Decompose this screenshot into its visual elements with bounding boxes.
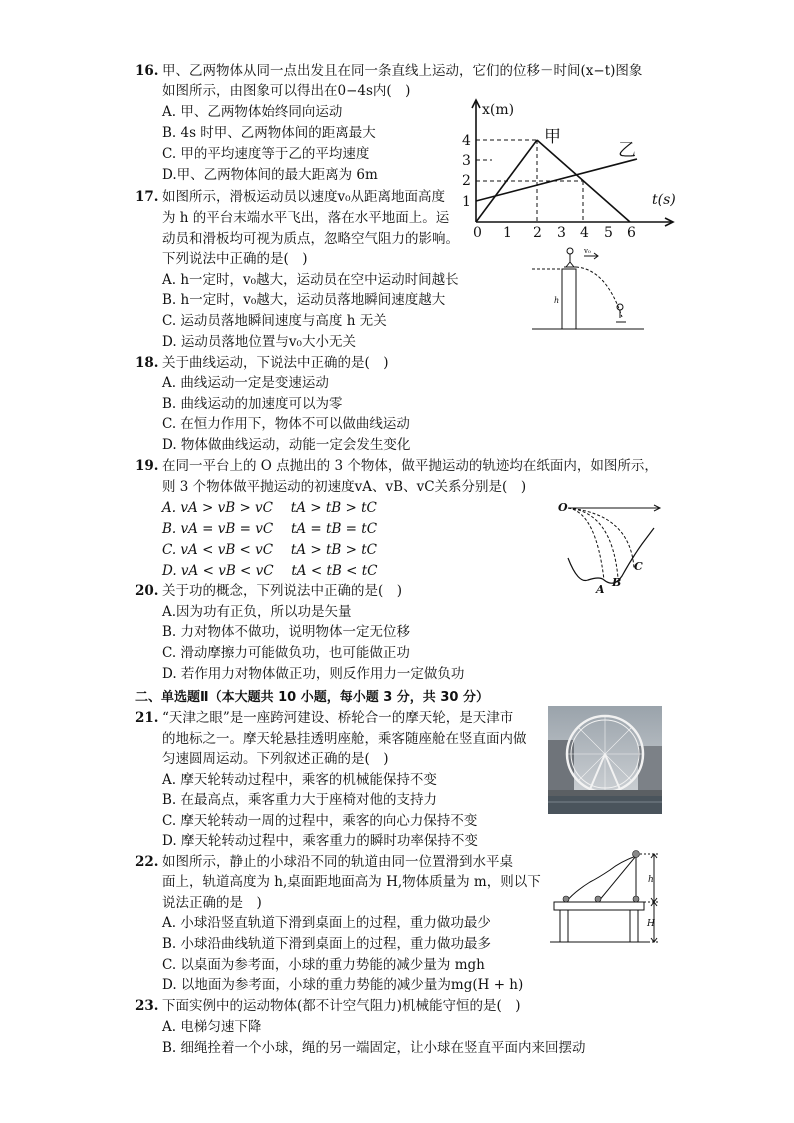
q23-stem: 下面实例中的运动物体(都不计空气阻力)机械能守恒的是( ) bbox=[162, 998, 521, 1014]
x-tick: 1 bbox=[503, 225, 512, 239]
river bbox=[548, 796, 662, 814]
q22-option-b: B. 小球沿曲线轨道下滑到桌面上的过程，重力做功最多 bbox=[162, 936, 492, 952]
v0-label: v₀ bbox=[584, 247, 591, 255]
h-label: h bbox=[554, 296, 560, 305]
q21-stem-line2: 的地标之一。摩天轮悬挂透明座舱，乘客随座舱在竖直面内做 bbox=[162, 731, 527, 747]
q18-option-b: B. 曲线运动的加速度可以为零 bbox=[162, 396, 343, 412]
q18-option-a: A. 曲线运动一定是变速运动 bbox=[162, 375, 329, 391]
platform bbox=[562, 269, 576, 329]
point-c-label: C bbox=[634, 560, 643, 573]
q16-option-d: D.甲、乙两物体间的最大距离为 6m bbox=[162, 167, 378, 183]
y-tick: 1 bbox=[462, 194, 471, 210]
q19-trajectory-figure bbox=[556, 498, 666, 598]
q17-option-a: A. h一定时，v₀越大，运动员在空中运动时间越长 bbox=[162, 272, 459, 288]
q23-option-b: B. 细绳拴着一个小球，绳的另一端固定，让小球在竖直平面内来回摆动 bbox=[162, 1040, 586, 1056]
x-tick: 0 bbox=[473, 225, 482, 239]
q21-option-d: D. 摩天轮转动过程中，乘客重力的瞬时功率保持不变 bbox=[162, 833, 478, 849]
incline-track bbox=[598, 856, 636, 902]
h-label: h bbox=[648, 875, 654, 885]
ground-curve bbox=[568, 528, 654, 583]
q16-option-c: C. 甲的平均速度等于乙的平均速度 bbox=[162, 146, 370, 162]
q21-option-c: C. 摩天轮转动一周的过程中，乘客的向心力保持不变 bbox=[162, 813, 478, 829]
q20-option-c: C. 滑动摩擦力可能做负功，也可能做正功 bbox=[162, 645, 410, 661]
section-heading: 二、单选题Ⅱ（本大题共 10 小题，每小题 3 分，共 30 分） bbox=[135, 690, 489, 705]
x-tick: 5 bbox=[604, 225, 613, 239]
q22-option-c: C. 以桌面为参考面，小球的重力势能的减少量为 mgh bbox=[162, 957, 485, 973]
q19-stem-line2: 则 3 个物体做平抛运动的初速度vA、vB、vC关系分别是( ) bbox=[162, 479, 527, 495]
x-tick: 3 bbox=[557, 225, 566, 239]
skater-head bbox=[567, 248, 573, 254]
q16-option-a: A. 甲、乙两物体始终同向运动 bbox=[162, 104, 343, 120]
q21-number: 21. bbox=[135, 710, 159, 726]
bridge-deck bbox=[548, 790, 662, 796]
q16-stem-line2: 如图所示，由图象可以得出在0−4s内( ) bbox=[162, 83, 411, 99]
q17-stem-line2: 为 h 的平台末端水平飞出，落在水平地面上。运 bbox=[162, 210, 450, 226]
ball bbox=[633, 851, 640, 858]
ball bbox=[633, 896, 639, 902]
q22-number: 22. bbox=[135, 854, 159, 870]
y-tick: 2 bbox=[462, 173, 471, 189]
q17-stem-line4: 下列说法中正确的是( ) bbox=[162, 251, 308, 267]
y-tick: 4 bbox=[462, 133, 471, 149]
q19-option-b: B. vA = vB = vC tA = tB = tC bbox=[162, 521, 378, 537]
q18-option-d: D. 物体做曲线运动，动能一定会发生变化 bbox=[162, 437, 411, 453]
q18-option-c: C. 在恒力作用下，物体不可以做曲线运动 bbox=[162, 416, 410, 432]
q17-stem-line3: 动员和滑板均可视为质点，忽略空气阻力的影响。 bbox=[162, 231, 459, 247]
q18-stem: 关于曲线运动，下说法中正确的是( ) bbox=[162, 355, 389, 371]
q22-option-d: D. 以地面为参考面，小球的重力势能的减少量为mg(H + h) bbox=[162, 977, 524, 993]
q21-stem-line1: “天津之眼”是一座跨河建设、桥轮合一的摩天轮，是天津市 bbox=[162, 710, 514, 726]
q20-option-b: B. 力对物体不做功，说明物体一定无位移 bbox=[162, 624, 411, 640]
q17-stem-line1: 如图所示，滑板运动员以速度v₀从距离地面高度 bbox=[162, 189, 446, 205]
label-yi: 乙 bbox=[618, 140, 636, 161]
q19-stem-line1: 在同一平台上的 O 点抛出的 3 个物体，做平抛运动的轨迹均在纸面内，如图所示， bbox=[162, 458, 658, 474]
q20-number: 20. bbox=[135, 583, 159, 599]
q20-option-d: D. 若作用力对物体做正功，则反作用力一定做负功 bbox=[162, 666, 465, 682]
q16-number: 16. bbox=[135, 63, 159, 79]
q19-option-c: C. vA < vB < vC tA > tB > tC bbox=[162, 542, 377, 558]
q18-number: 18. bbox=[135, 355, 159, 371]
q21-option-b: B. 在最高点，乘客重力大于座椅对他的支持力 bbox=[162, 792, 438, 808]
q16-stem-line1: 甲、乙两物体从同一点出发且在同一条直线上运动，它们的位移－时间(x−t)图象 bbox=[162, 63, 643, 79]
q17-number: 17. bbox=[135, 189, 159, 205]
ball bbox=[595, 896, 601, 902]
x-tick: 6 bbox=[627, 225, 636, 239]
q22-option-a: A. 小球沿竖直轨道下滑到桌面上的过程，重力做功最少 bbox=[162, 915, 491, 931]
ball bbox=[563, 896, 569, 902]
x-tick: 2 bbox=[533, 225, 542, 239]
point-o-label: O bbox=[558, 501, 568, 514]
q23-number: 23. bbox=[135, 998, 159, 1014]
q17-skater-figure bbox=[528, 245, 646, 331]
q20-stem: 关于功的概念，下列说法中正确的是( ) bbox=[162, 583, 403, 599]
q21-option-a: A. 摩天轮转动过程中，乘客的机械能保持不变 bbox=[162, 772, 437, 788]
q16-xt-graph bbox=[462, 94, 680, 239]
q23-option-a: A. 电梯匀速下降 bbox=[162, 1019, 262, 1035]
q21-stem-line3: 匀速圆周运动。下列叙述正确的是( ) bbox=[162, 751, 389, 767]
q22-stem-line3: 说法正确的是 ) bbox=[162, 895, 262, 911]
q22-track-figure bbox=[550, 848, 665, 948]
point-b-label: B bbox=[612, 576, 622, 589]
q19-option-d: D. vA < vB < vC tA < tB < tC bbox=[162, 563, 378, 579]
q22-stem-line1: 如图所示，静止的小球沿不同的轨道由同一位置滑到水平桌 bbox=[162, 854, 513, 870]
q19-option-a: A. vA > vB > vC tA > tB > tC bbox=[162, 500, 377, 516]
H-label: H bbox=[647, 919, 655, 929]
line-yi bbox=[476, 159, 637, 201]
q17-option-c: C. 运动员落地瞬间速度与高度 h 无关 bbox=[162, 313, 387, 329]
trajectory bbox=[576, 267, 622, 317]
q20-option-a: A.因为功有正负，所以功是矢量 bbox=[162, 604, 352, 620]
label-jia: 甲 bbox=[544, 127, 561, 147]
tianjin-eye-photo bbox=[548, 706, 662, 814]
x-axis-label: t(s) bbox=[652, 192, 676, 208]
y-axis-label: x(m) bbox=[482, 102, 515, 118]
x-tick: 4 bbox=[580, 225, 589, 239]
trajectory-b bbox=[568, 508, 618, 578]
curved-track bbox=[566, 856, 636, 902]
q19-number: 19. bbox=[135, 458, 159, 474]
trajectory-c bbox=[568, 508, 634, 568]
q17-option-b: B. h一定时，v₀越大，运动员落地瞬间速度越大 bbox=[162, 292, 446, 308]
y-tick: 3 bbox=[462, 153, 471, 169]
q16-option-b: B. 4s 时甲、乙两物体间的距离最大 bbox=[162, 125, 376, 141]
table-top bbox=[554, 902, 644, 910]
q22-stem-line2: 面上，轨道高度为 h,桌面距地面高为 H,物体质量为 m，则以下 bbox=[162, 874, 541, 890]
q17-option-d: D. 运动员落地位置与v₀大小无关 bbox=[162, 334, 356, 350]
point-a-label: A bbox=[596, 583, 605, 596]
